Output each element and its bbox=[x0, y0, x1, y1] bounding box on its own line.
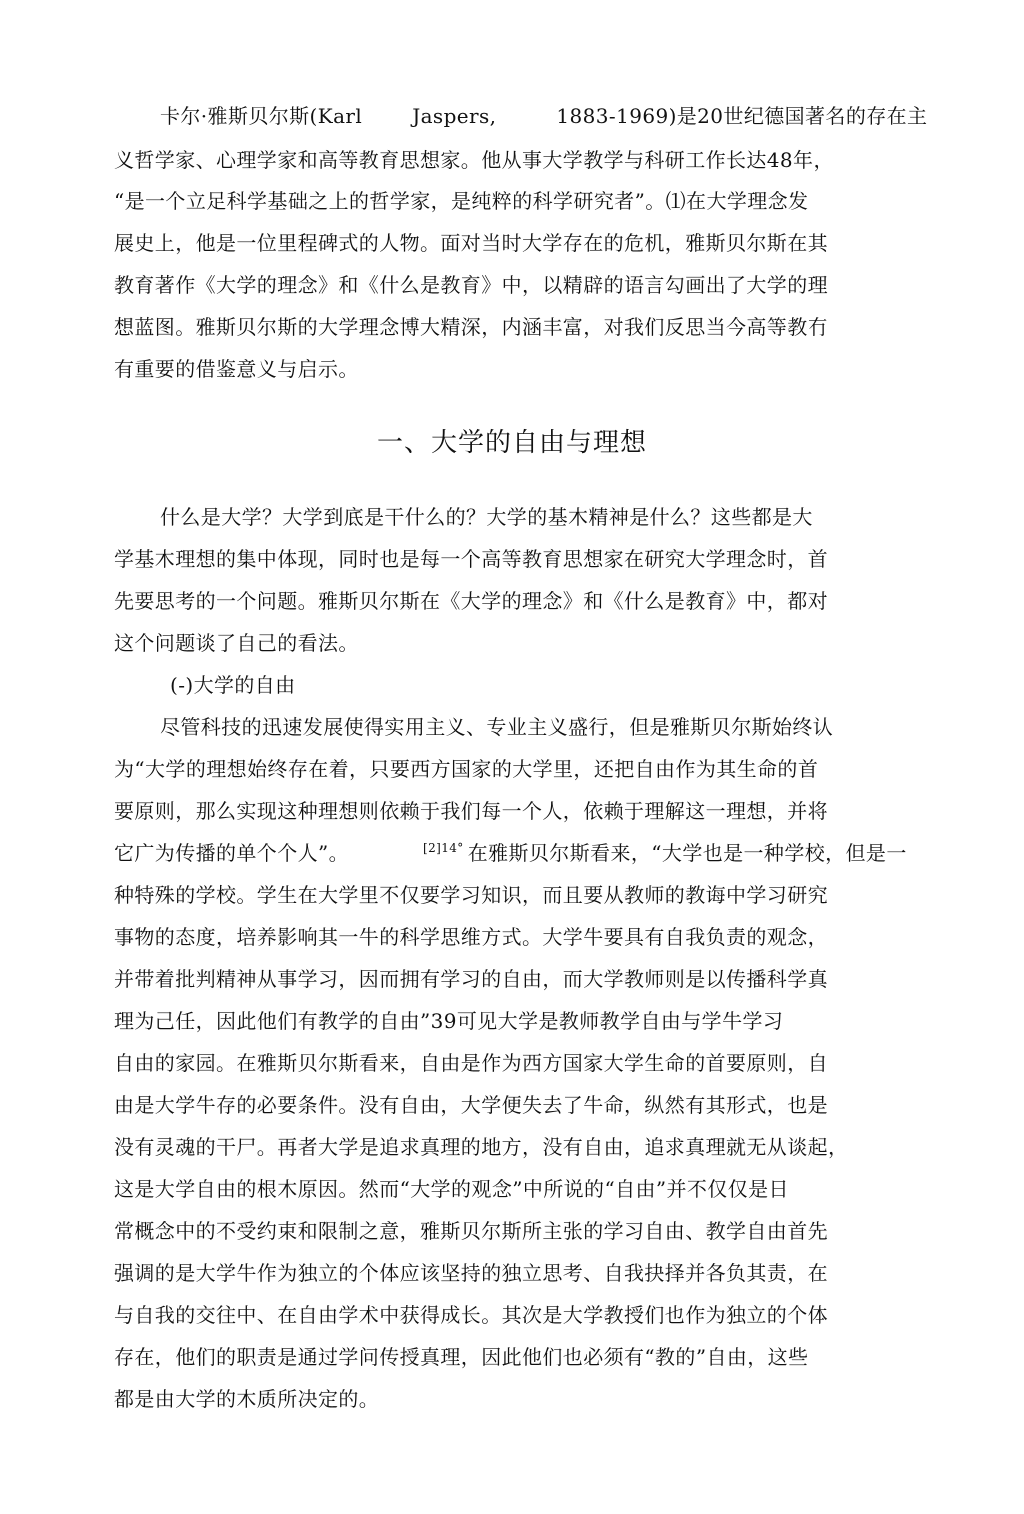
paragraph-2-line-4: 这个问题谈了自己的看法。 bbox=[114, 631, 359, 655]
paragraph-3-line-8: 理为己任，因此他们有教学的自由”39可见大学是教师教学自由与学牛学习 bbox=[114, 1009, 784, 1033]
paragraph-2-line-2: 学基木理想的集中体现，同时也是每一个高等教育思想家在研究大学理念时，首 bbox=[114, 547, 828, 571]
paragraph-3-line-13: 常概念中的不受约束和限制之意，雅斯贝尔斯所主张的学习自由、教学自由首先 bbox=[114, 1219, 828, 1243]
subsection-heading: (-)大学的自由 bbox=[170, 673, 296, 697]
section-heading: 一、大学的自由与理想 bbox=[376, 428, 647, 458]
paragraph-2-line-3: 先要思考的一个问题。雅斯贝尔斯在《大学的理念》和《什么是教育》中，都对 bbox=[114, 589, 828, 613]
paragraph-2-line-1: 什么是大学？大学到底是干什么的？大学的基木精神是什么？这些都是大 bbox=[160, 505, 813, 529]
text-span: 在雅斯贝尔斯看来，“大学也是一种学校，但是一 bbox=[467, 841, 907, 865]
paragraph-3-line-15: 与自我的交往中、在自由学术中获得成长。其次是大学教授们也作为独立的个体 bbox=[114, 1303, 828, 1327]
paragraph-3-line-3: 要原则，那么实现这种理想则依赖于我们每一个人，依赖于理解这一理想，并将 bbox=[114, 799, 828, 823]
paragraph-3-line-1: 尽管科技的迅速发展使得实用主义、专业主义盛行，但是雅斯贝尔斯始终认 bbox=[160, 715, 834, 739]
paragraph-1-line-7: 有重要的借鉴意义与启示。 bbox=[114, 357, 359, 381]
paragraph-1-line-2: 义哲学家、心理学家和高等教育思想家。他从事大学教学与科研工作长达48年， bbox=[114, 148, 834, 172]
paragraph-3-line-5: 种特殊的学校。学生在大学里不仅要学习知识，而且要从教师的教诲中学习研究 bbox=[114, 883, 828, 907]
paragraph-3-line-14: 强调的是大学牛作为独立的个体应该坚持的独立思考、自我抉择并各负其责，在 bbox=[114, 1261, 828, 1285]
text-span: 1883-1969)是20世纪德国著名的存在主 bbox=[556, 104, 928, 128]
text-span: Jaspers, bbox=[412, 104, 497, 128]
citation-reference: [2]14° bbox=[423, 841, 464, 856]
paragraph-3-line-10: 由是大学牛存的必要条件。没有自由，大学便失去了牛命，纵然有其形式，也是 bbox=[114, 1093, 828, 1117]
paragraph-1-line-5: 教育著作《大学的理念》和《什么是教育》中，以精辟的语言勾画出了大学的理 bbox=[114, 273, 828, 297]
paragraph-3-line-2: 为“大学的理想始终存在着，只要西方国家的大学里，还把自由作为其生命的首 bbox=[114, 757, 819, 781]
paragraph-3-line-17: 都是由大学的木质所决定的。 bbox=[114, 1387, 380, 1411]
paragraph-3-line-11: 没有灵魂的干尸。再者大学是追求真理的地方，没有自由，追求真理就无从谈起， bbox=[114, 1135, 849, 1159]
paragraph-3-line-6: 事物的态度，培养影响其一牛的科学思维方式。大学牛要具有自我负责的观念， bbox=[114, 925, 828, 949]
paragraph-3-line-12: 这是大学自由的根木原因。然而“大学的观念”中所说的“自由”并不仅仅是日 bbox=[114, 1177, 789, 1201]
paragraph-1-line-6: 想蓝图。雅斯贝尔斯的大学理念博大精深，内涵丰富，对我们反思当今高等教冇 bbox=[114, 315, 828, 339]
text-span: 卡尔·雅斯贝尔斯(Karl bbox=[160, 104, 363, 128]
paragraph-3-line-4 bbox=[114, 839, 907, 867]
paragraph-3-line-16: 存在，他们的职责是通过学问传授真理，因此他们也必须有“教的”自由，这些 bbox=[114, 1345, 809, 1369]
paragraph-3-line-9: 自由的家园。在雅斯贝尔斯看来，自由是作为西方国家大学生命的首要原则，自 bbox=[114, 1051, 828, 1075]
paragraph-1-line-4: 展史上，他是一位里程碑式的人物。面对当时大学存在的危机，雅斯贝尔斯在其 bbox=[114, 231, 828, 255]
paragraph-1-line-1 bbox=[160, 102, 927, 130]
text-span: 它广为传播的单个个人”。 bbox=[114, 841, 350, 865]
paragraph-3-line-7: 并带着批判精神从事学习，因而拥有学习的自由，而大学教师则是以传播科学真 bbox=[114, 967, 828, 991]
paragraph-1-line-3: “是一个立足科学基础之上的哲学家，是纯粹的科学研究者”。⑴在大学理念发 bbox=[114, 189, 809, 213]
